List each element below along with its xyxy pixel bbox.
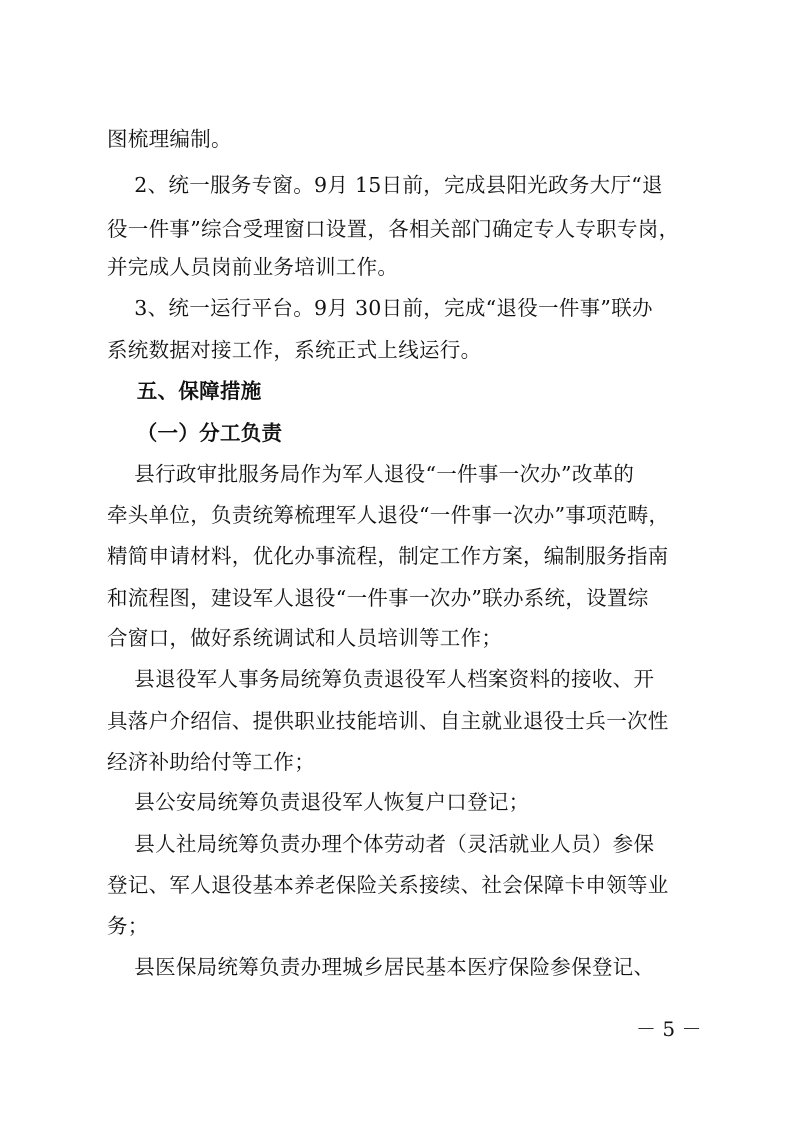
body-line: 精简申请材料，优化办事流程，制定工作方案，编制服务指南 — [107, 544, 669, 568]
body-line: 县行政审批服务局作为军人退役“一件事一次办”改革的 — [107, 462, 635, 486]
body-line: 役一件事”综合受理窗口设置，各相关部门确定专人专职专岗， — [107, 217, 680, 241]
body-line: 县医保局统筹负责办理城乡居民基本医疗保险参保登记、 — [107, 955, 655, 979]
body-line: 图梳理编制。 — [107, 127, 232, 151]
body-line: 并完成人员岗前业务培训工作。 — [107, 255, 399, 279]
body-line: 合窗口，做好系统调试和人员培训等工作； — [107, 626, 503, 650]
body-line: 登记、军人退役基本养老保险关系接续、社会保障卡申领等业 — [107, 873, 669, 897]
body-line: 县人社局统筹负责办理个体劳动者（灵活就业人员）参保 — [107, 832, 655, 856]
body-line: 县公安局统筹负责退役军人恢复户口登记； — [107, 790, 530, 814]
body-line: 务； — [107, 914, 149, 938]
body-line: 经济补助给付等工作； — [107, 750, 315, 774]
body-line: 和流程图，建设军人退役“一件事一次办”联办系统，设置综 — [107, 586, 649, 610]
subsection-heading: （一）分工负责 — [107, 421, 283, 445]
body-line: 具落户介绍信、提供职业技能培训、自主就业退役士兵一次性 — [107, 709, 669, 733]
page-number: － 5 － — [636, 1017, 702, 1041]
body-line: 系统数据对接工作，系统正式上线运行。 — [107, 338, 482, 362]
section-heading: 五、保障措施 — [107, 379, 262, 403]
body-line: 2、统一服务专窗。9月 15日前，完成县阳光政务大厅“退 — [107, 173, 663, 197]
body-line: 县退役军人事务局统筹负责退役军人档案资料的接收、开 — [107, 667, 655, 691]
body-line: 3、统一运行平台。9月 30日前，完成“退役一件事”联办 — [107, 296, 653, 320]
body-line: 牵头单位，负责统筹梳理军人退役“一件事一次办”事项范畴， — [107, 503, 670, 527]
